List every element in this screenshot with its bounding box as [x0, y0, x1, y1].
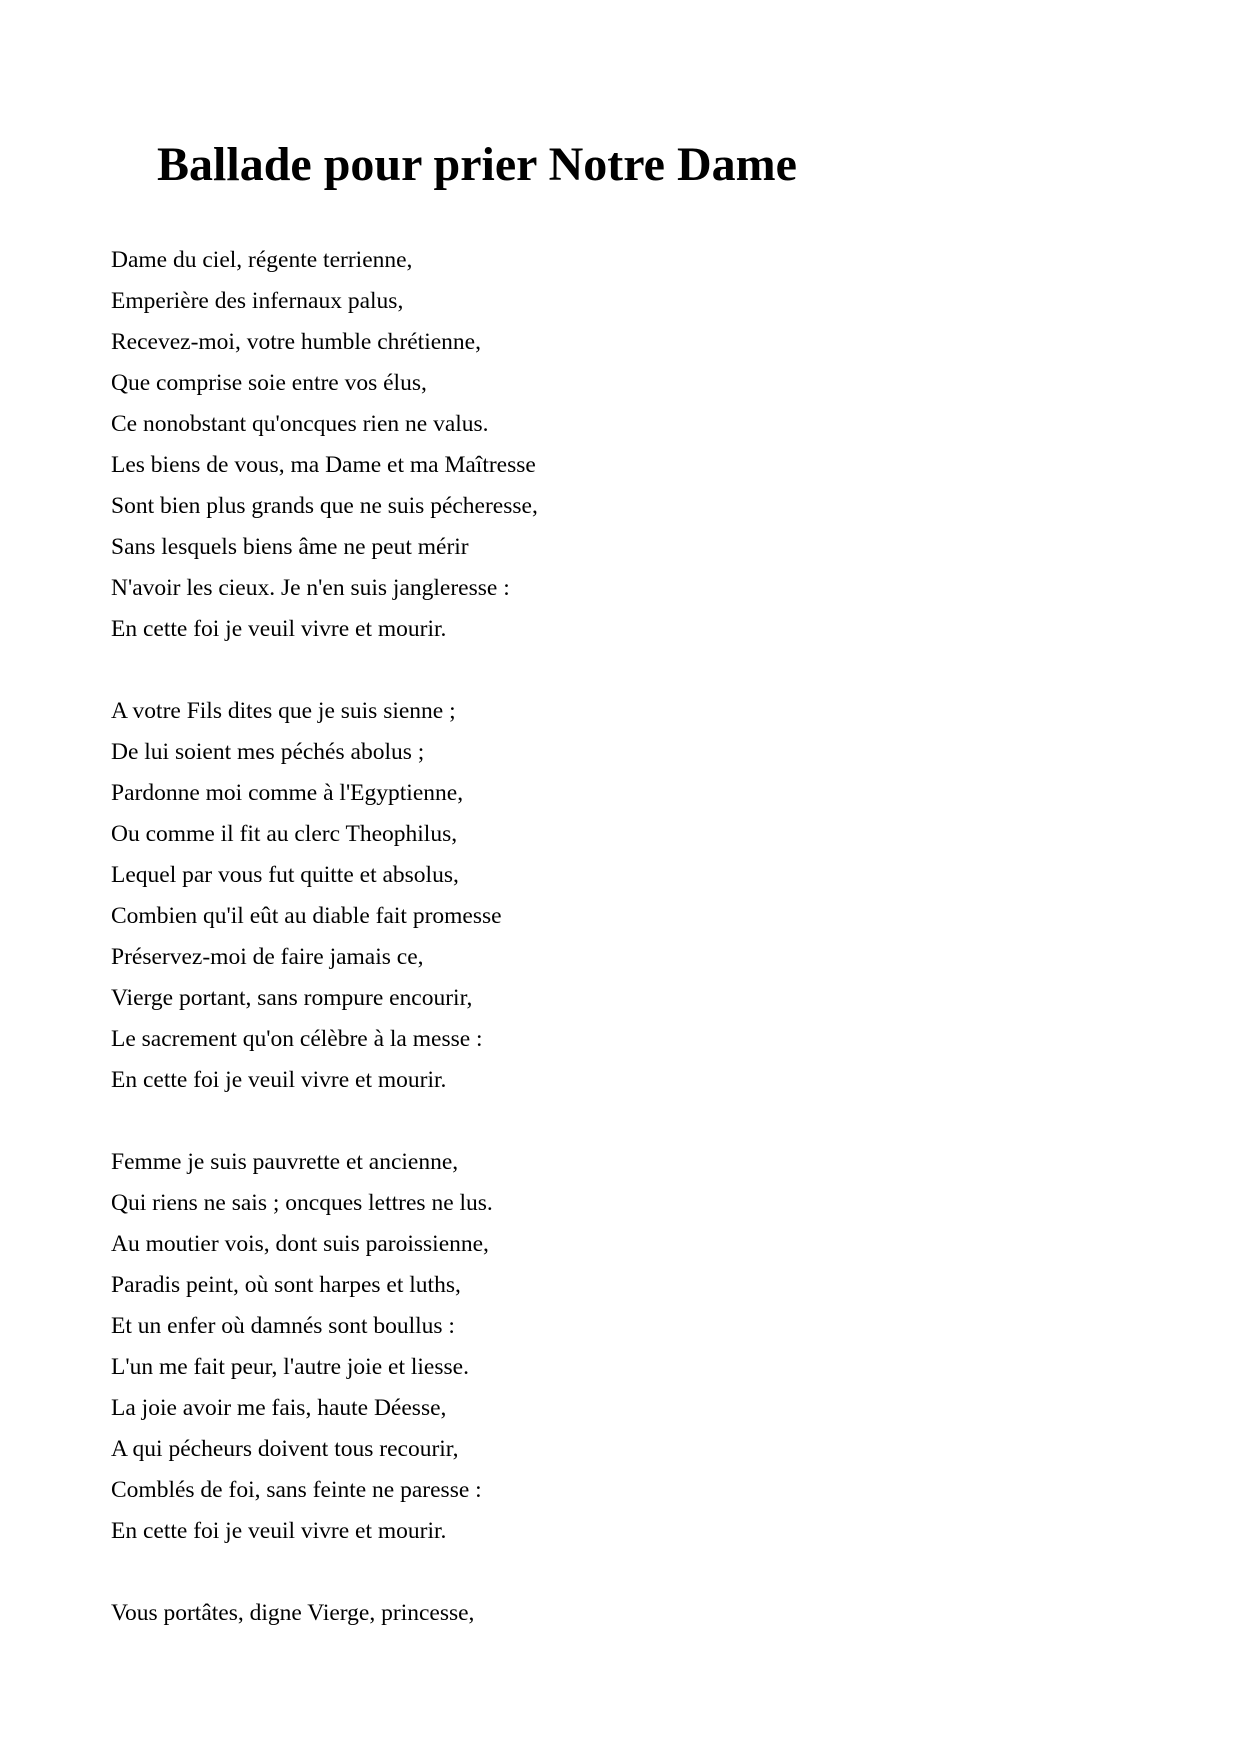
- poem-refrain: En cette foi je veuil vivre et mourir.: [111, 1518, 447, 1544]
- poem-line: Sans lesquels biens âme ne peut mérir: [111, 534, 469, 560]
- poem-line: Combien qu'il eût au diable fait promesse: [111, 903, 502, 929]
- poem-line: Au moutier vois, dont suis paroissienne,: [111, 1231, 489, 1257]
- poem-line: Comblés de foi, sans feinte ne paresse :: [111, 1477, 482, 1503]
- poem-title: Ballade pour prier Notre Dame: [157, 138, 797, 191]
- poem-line: L'un me fait peur, l'autre joie et liesse.: [111, 1354, 469, 1380]
- poem-line: Sont bien plus grands que ne suis pécheresse,: [111, 493, 538, 519]
- stanza-3: [111, 1142, 1011, 1552]
- poem-line: Préservez-moi de faire jamais ce,: [111, 944, 424, 970]
- poem-line: De lui soient mes péchés abolus ;: [111, 739, 425, 765]
- poem-line: N'avoir les cieux. Je n'en suis jangleresse :: [111, 575, 510, 601]
- poem-line: Vierge portant, sans rompure encourir,: [111, 985, 473, 1011]
- poem-line: Recevez-moi, votre humble chrétienne,: [111, 329, 481, 355]
- poem-line: A qui pécheurs doivent tous recourir,: [111, 1436, 459, 1462]
- poem-line: Que comprise soie entre vos élus,: [111, 370, 427, 396]
- poem-refrain: En cette foi je veuil vivre et mourir.: [111, 1067, 447, 1093]
- stanza-4: [111, 1593, 1011, 1634]
- poem-line: Ou comme il fit au clerc Theophilus,: [111, 821, 458, 847]
- poem-line: Ce nonobstant qu'oncques rien ne valus.: [111, 411, 489, 437]
- poem-line: Lequel par vous fut quitte et absolus,: [111, 862, 459, 888]
- poem-refrain: En cette foi je veuil vivre et mourir.: [111, 616, 447, 642]
- poem-body: [111, 240, 1011, 1675]
- poem-line: Pardonne moi comme à l'Egyptienne,: [111, 780, 464, 806]
- poem-line: A votre Fils dites que je suis sienne ;: [111, 698, 456, 724]
- poem-line: Les biens de vous, ma Dame et ma Maîtresse: [111, 452, 536, 478]
- poem-line: Et un enfer où damnés sont boullus :: [111, 1313, 455, 1339]
- poem-line: Qui riens ne sais ; oncques lettres ne lus.: [111, 1190, 493, 1216]
- stanza-1: [111, 240, 1011, 650]
- poem-line: Femme je suis pauvrette et ancienne,: [111, 1149, 459, 1175]
- poem-line: Emperière des infernaux palus,: [111, 288, 404, 314]
- stanza-2: [111, 691, 1011, 1101]
- poem-line: La joie avoir me fais, haute Déesse,: [111, 1395, 447, 1421]
- poem-line: Paradis peint, où sont harpes et luths,: [111, 1272, 461, 1298]
- poem-line: Vous portâtes, digne Vierge, princesse,: [111, 1600, 475, 1626]
- poem-line: Dame du ciel, régente terrienne,: [111, 247, 413, 273]
- poem-line: Le sacrement qu'on célèbre à la messe :: [111, 1026, 483, 1052]
